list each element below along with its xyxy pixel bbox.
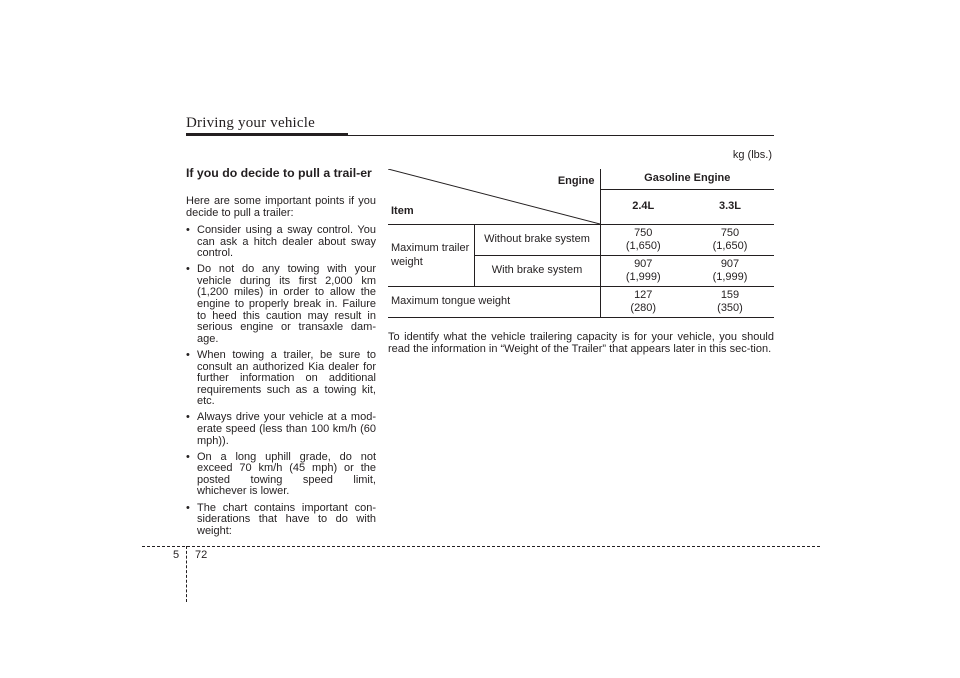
value-kg: 127 (634, 288, 653, 301)
max-trailer-weight-label: Maximum trailer weight (388, 225, 474, 287)
bullet-list (186, 225, 376, 542)
cell-without-brake-2-4l (600, 225, 686, 256)
value-kg: 750 (720, 226, 740, 239)
without-brake-label: Without brake system (474, 225, 600, 256)
cell-with-brake-3-3l (686, 256, 774, 287)
bullet-item: • The chart contains important con-siderations that have to do with weight: (186, 503, 376, 538)
bullet-item: • Do not do any towing with your vehicle during its first 2,000 km (1,200 miles) in order to allow the engine to properly break in. Failure to heed this caution may result in serious engine or transaxle dam-age. (186, 264, 376, 345)
value-lbs: (1,999) (625, 271, 661, 283)
value-lbs: (280) (630, 302, 657, 314)
header-rule-thick (186, 133, 348, 136)
capacity-note-paragraph: To identify what the vehicle trailering capacity is for your vehicle, you should read the information in “Weight of the Trailer” that appears later in this sec-tion. (388, 331, 774, 355)
value-lbs: (1,650) (625, 240, 661, 252)
towing-capacity-table (388, 169, 774, 318)
bullet-item: • Always drive your vehicle at a mod-erate speed (less than 100 km/h (60 mph)). (186, 412, 376, 447)
engine-2-4l-header: 2.4L (600, 189, 686, 224)
corner-diagonal-cell (388, 169, 600, 225)
cell-tongue-2-4l (600, 287, 686, 318)
header-title: Driving your vehicle (186, 115, 315, 131)
header-rule-thin (348, 135, 774, 136)
cell-without-brake-3-3l (686, 225, 774, 256)
bullet-item: • When towing a trailer, be sure to consult an authorized Kia dealer for further information on additional requirements such as a towing kit, etc. (186, 350, 376, 408)
page-number: 72 (195, 549, 208, 561)
engine-3-3l-header: 3.3L (686, 189, 774, 224)
value-lbs: (350) (717, 302, 743, 314)
corner-item-label: Item (391, 204, 414, 217)
value-kg: 159 (720, 288, 740, 301)
value-lbs: (1,999) (712, 271, 748, 283)
corner-engine-label: Engine (557, 175, 595, 187)
section-number: 5 (173, 549, 180, 561)
bullet-item: • On a long uphill grade, do not exceed 70 km/h (45 mph) or the posted towing speed limit, whichever is lower. (186, 452, 376, 498)
value-kg: 750 (634, 226, 653, 239)
value-kg: 907 (720, 257, 740, 270)
with-brake-label: With brake system (474, 256, 600, 287)
footer-dashed-rule (142, 546, 820, 547)
section-heading: If you do decide to pull a trail-er (186, 166, 372, 180)
intro-paragraph: Here are some important points if you decide to pull a trailer: (186, 195, 376, 219)
footer-vertical-dashed-rule (186, 546, 187, 602)
cell-with-brake-2-4l (600, 256, 686, 287)
cell-tongue-3-3l (686, 287, 774, 318)
bullet-item: • Consider using a sway control. You can ask a hitch dealer about sway control. (186, 225, 376, 260)
value-kg: 907 (634, 257, 653, 270)
gasoline-engine-header: Gasoline Engine (600, 169, 774, 189)
tongue-weight-label: Maximum tongue weight (388, 287, 600, 318)
value-lbs: (1,650) (712, 240, 748, 252)
units-label: kg (lbs.) (732, 149, 772, 161)
